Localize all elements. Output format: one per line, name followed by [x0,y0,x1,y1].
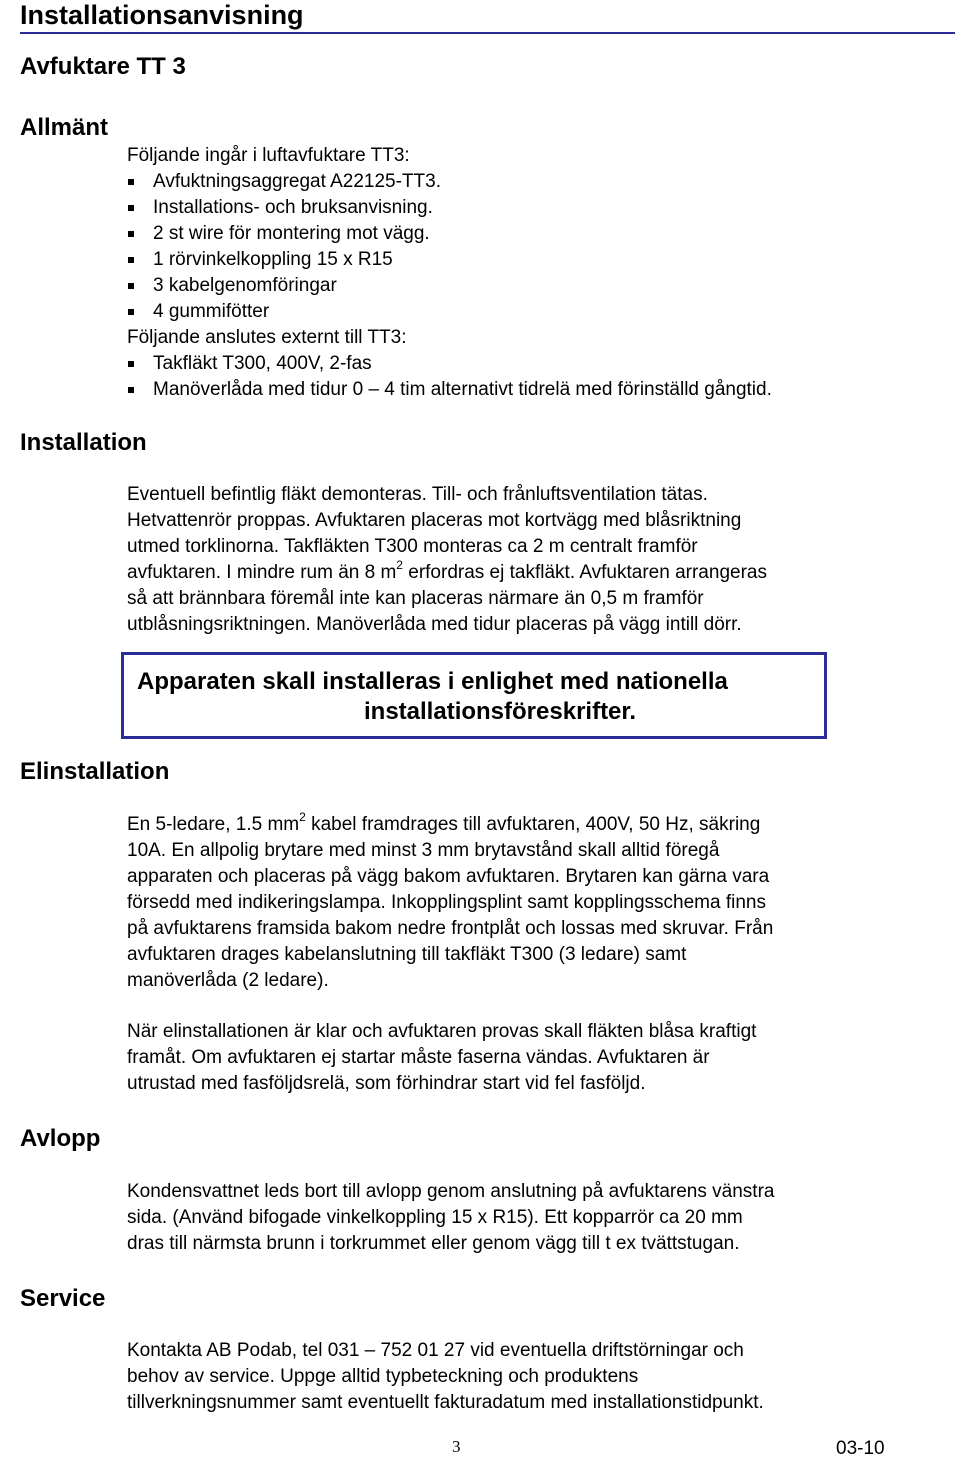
product-title: Avfuktare TT 3 [20,53,186,80]
bullet-square-icon [128,309,134,315]
heading-avlopp: Avlopp [20,1125,101,1152]
external-item: Manöverlåda med tidur 0 – 4 tim alternativt tidrelä med förinställd gångtid. [127,377,927,403]
elinstallation-paragraph-2: När elinstallationen är klar och avfuktaren provas skall fläkten blåsa kraftigt framåt. Om avfuktaren ej startar måste faserna vändas. Avfuktaren är utrustad med fasföljdsrelä, som förhindrar start vid fel fasföljd. [127,1021,757,1094]
superscript: 2 [396,557,403,572]
included-item: 2 st wire för montering mot vägg. [127,221,927,247]
date-code: 03-10 [836,1438,885,1459]
superscript: 2 [299,809,306,824]
bullet-square-icon [128,205,134,211]
included-item: 1 rörvinkelkoppling 15 x R15 [127,247,927,273]
included-item: 4 gummifötter [127,299,927,325]
warning-line-2: installationsföreskrifter. [364,698,637,725]
avlopp-paragraph: Kondensvattnet leds bort till avlopp genom anslutning på avfuktarens vänstra sida. (Använd bifogade vinkelkoppling 15 x R15). Ett kopparrör ca 20 mm dras till närmsta brunn i torkrummet eller genom vägg till t ex tvättstugan. [127,1181,775,1254]
installation-paragraph: Eventuell befintlig fläkt demonteras. Till- och frånluftsventilation tätas. Hetvattenrör proppas. Avfuktaren placeras mot kortvägg med blåsriktning utmed torklinorna. Takfläkten T300 monteras ca 2 m centralt framför avfuktaren. I mindre rum än 8 $m^2$ erfordras ej takfläkt. Avfuktaren arrangeras så att brännbara föremål inte kan placeras närmare än 0,5 m framför utblåsningsriktningen. Manöverlåda med tidur placeras på vägg intill dörr. [127,484,767,635]
bullet-square-icon [128,257,134,263]
elinstallation-paragraph-1: En 5-ledare, 1.5 $mm^2$ kabel framdrages till avfuktaren, 400V, 50 Hz, säkring 10A. En allpolig brytare med minst 3 mm brytavstånd skall alltid föregå apparaten och placeras på vägg bakom avfuktaren. Brytaren kan gärna vara försedd med indikeringslampa. Inkopplingsplint samt kopplingsschema finns på avfuktarens framsida bakom nedre frontplåt och lossas med skruvar. Från avfuktaren drages kabelanslutning till takfläkt T300 (3 ledare) samt manöverlåda (2 ledare). [127,809,774,991]
included-intro: Följande ingår i luftavfuktare TT3: [127,145,410,166]
warning-line-1: Apparaten skall installeras i enlighet med nationella [137,668,728,695]
external-item: Takfläkt T300, 400V, 2-fas [127,351,927,377]
included-item: 3 kabelgenomföringar [127,273,927,299]
heading-service: Service [20,1285,106,1312]
included-item: Installations- och bruksanvisning. [127,195,927,221]
included-item: Avfuktningsaggregat A22125-TT3. [127,169,927,195]
bullet-square-icon [128,231,134,237]
warning-box [121,652,827,739]
service-paragraph: Kontakta AB Podab, tel 031 – 752 01 27 vid eventuella driftstörningar och behov av service. Uppge alltid typbeteckning och produktens tillverkningsnummer samt eventuellt fakturadatum med installationstidpunkt. [127,1340,764,1413]
bullet-square-icon [128,361,134,367]
heading-allmant: Allmänt [20,114,109,141]
heading-installation: Installation [20,429,147,456]
page-number: 3 [452,1437,461,1456]
external-intro: Följande anslutes externt till TT3: [127,327,407,348]
allmant-content [127,143,927,403]
bullet-square-icon [128,387,134,393]
heading-elinstallation: Elinstallation [20,758,170,785]
bullet-square-icon [128,283,134,289]
document-title: Installationsanvisning [20,0,955,34]
bullet-square-icon [128,179,134,185]
